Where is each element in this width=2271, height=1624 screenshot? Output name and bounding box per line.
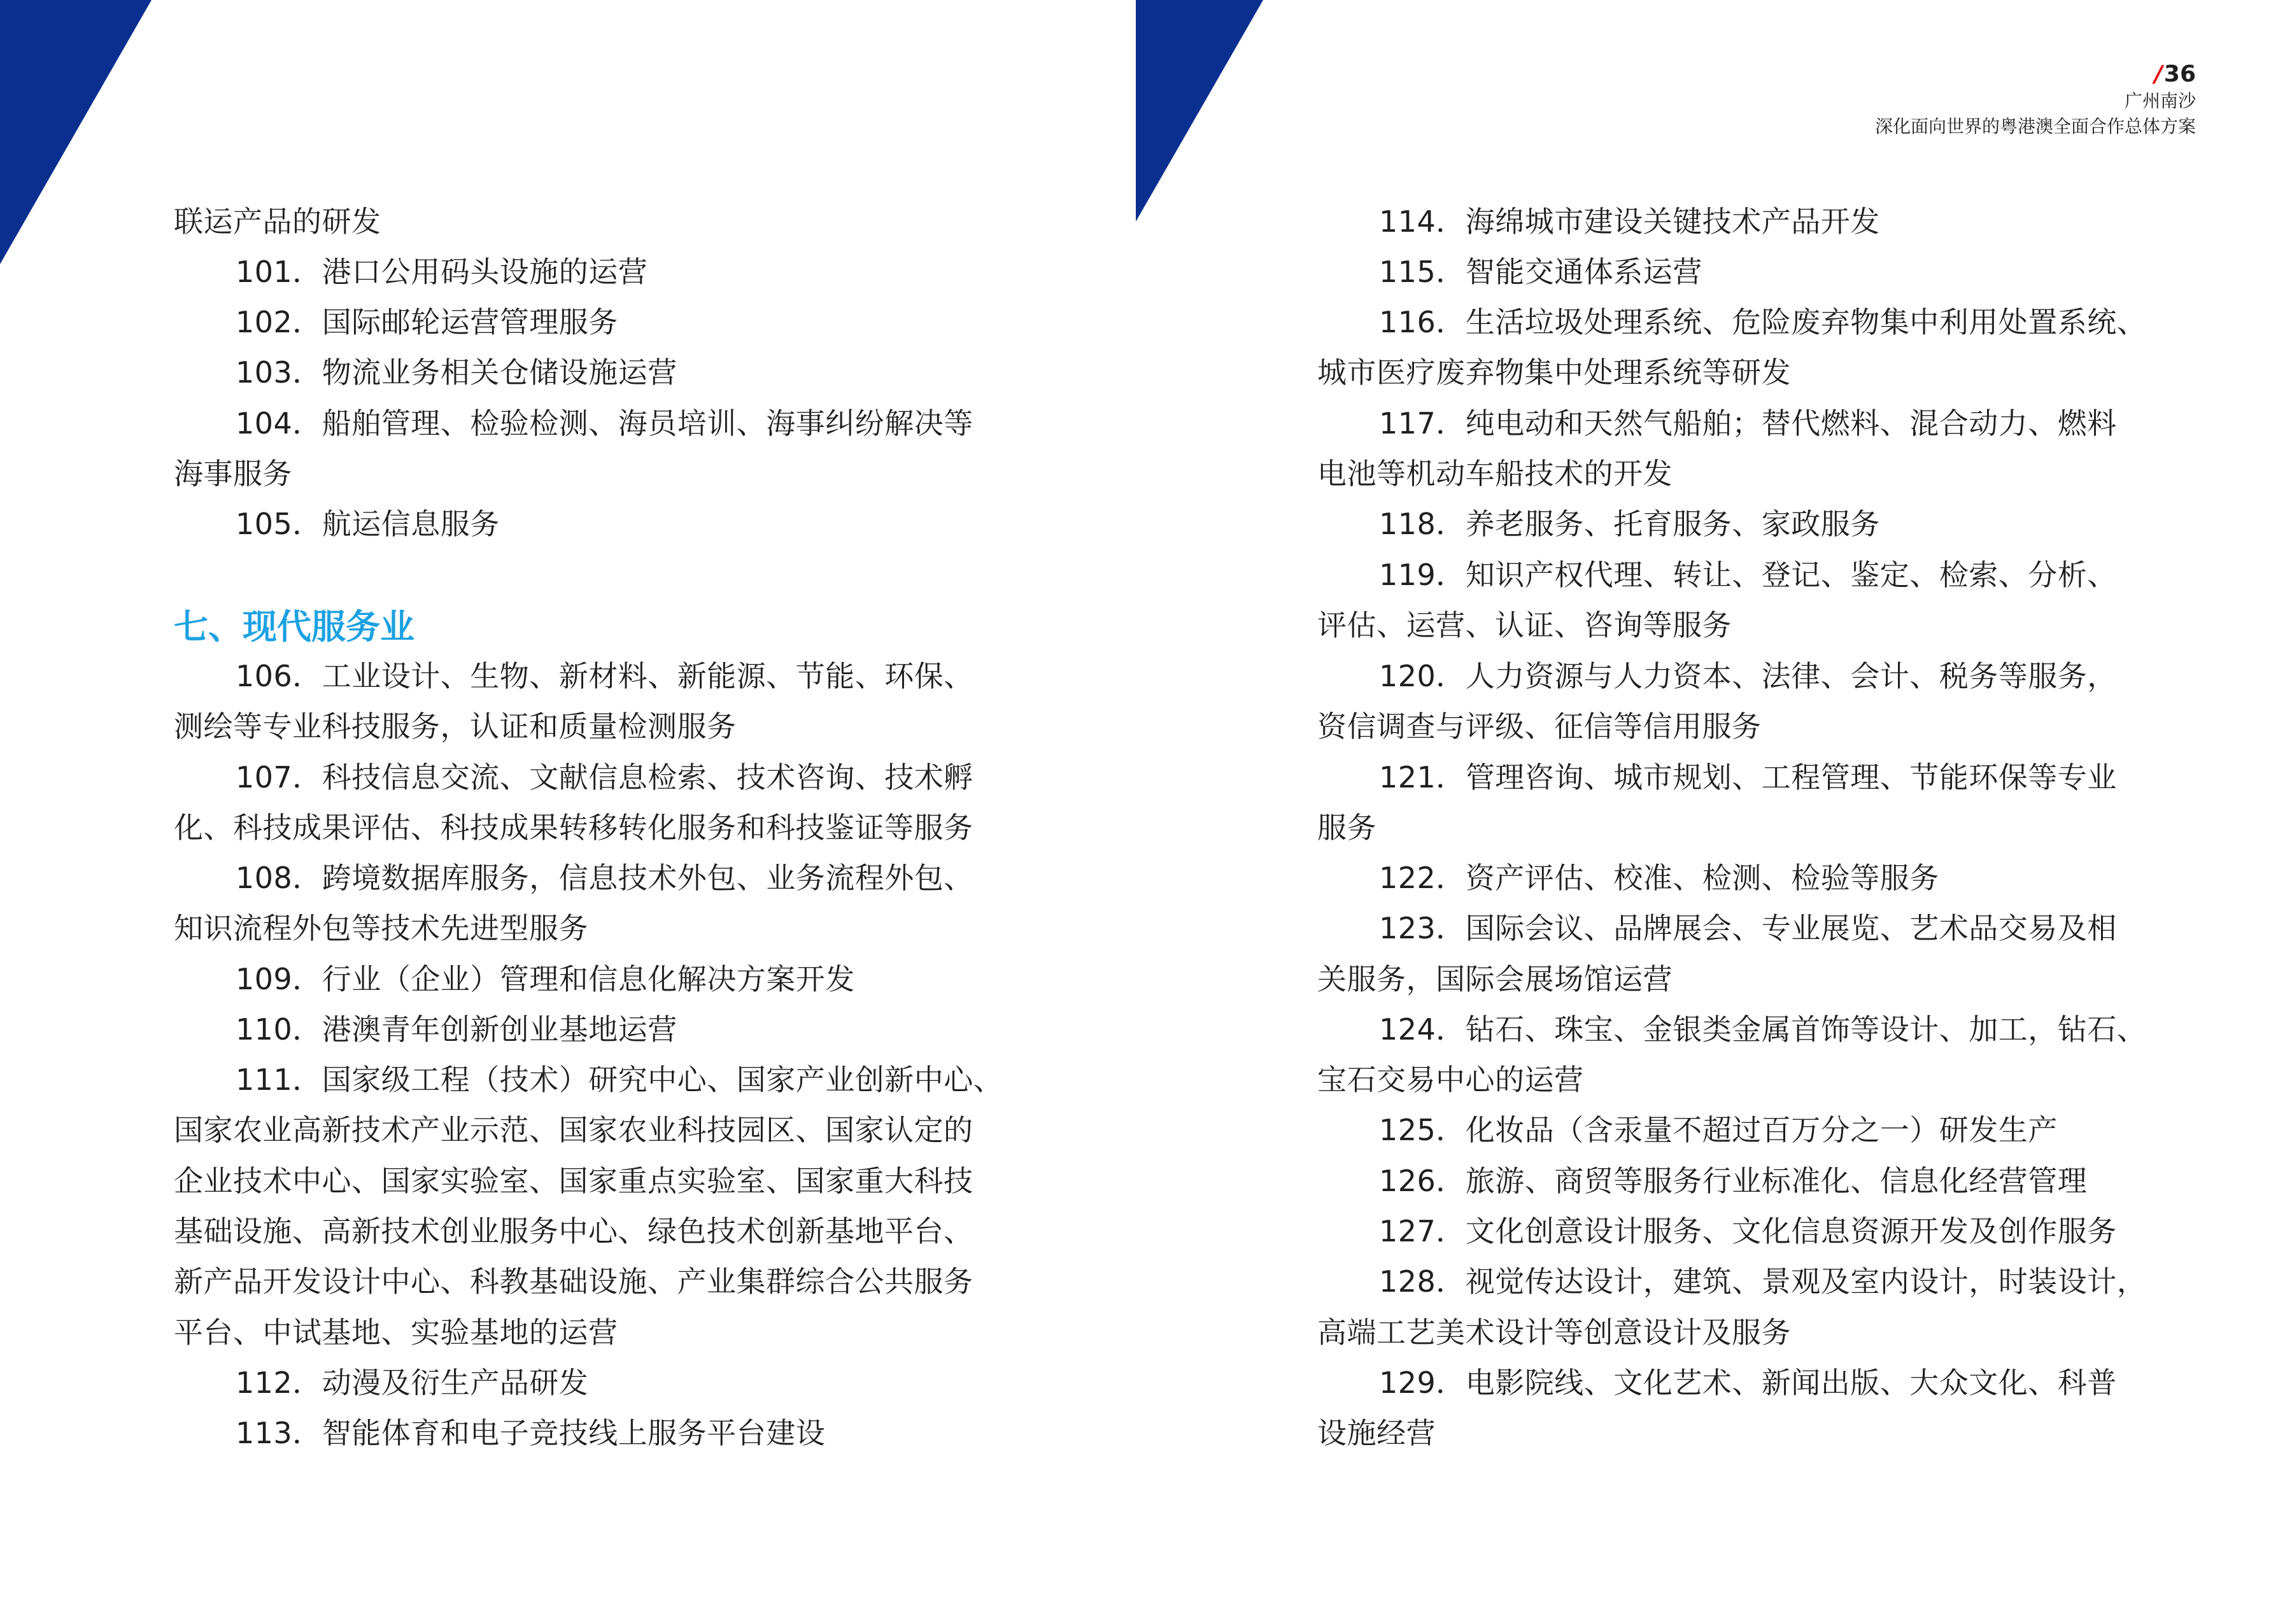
text-line: 企业技术中心、国家实验室、国家重点实验室、国家重大科技 (174, 1164, 973, 1198)
text-line: 122．资产评估、校准、检测、检验等服务 (1379, 861, 1939, 895)
text-line: 113．智能体育和电子竞技线上服务平台建设 (236, 1416, 826, 1450)
text-line: 宝石交易中心的运营 (1317, 1063, 1584, 1097)
text-line: 126．旅游、商贸等服务行业标准化、信息化经营管理 (1379, 1164, 2088, 1198)
text-line: 104．船舶管理、检验检测、海员培训、海事纠纷解决等 (236, 406, 973, 441)
text-line: 资信调查与评级、征信等信用服务 (1317, 709, 1762, 744)
text-line: 联运产品的研发 (174, 204, 381, 239)
text-line: 101．港口公用码头设施的运营 (236, 255, 648, 289)
text-line: 123．国际会议、品牌展会、专业展览、艺术品交易及相 (1379, 911, 2117, 945)
text-line: 关服务，国际会展场馆运营 (1317, 962, 1673, 996)
corner-decoration-right (1136, 0, 1270, 229)
text-line: 121．管理咨询、城市规划、工程管理、节能环保等专业 (1379, 760, 2117, 794)
text-line: 116．生活垃圾处理系统、危险废弃物集中利用处置系统、 (1379, 305, 2147, 339)
text-line: 111．国家级工程（技术）研究中心、国家产业创新中心、 (236, 1063, 1003, 1097)
text-line: 基础设施、高新技术创业服务中心、绿色技术创新基地平台、 (174, 1214, 973, 1248)
text-line: 119．知识产权代理、转让、登记、鉴定、检索、分析、 (1379, 558, 2117, 592)
text-line: 117．纯电动和天然气船舶；替代燃料、混合动力、燃料 (1379, 406, 2117, 441)
text-line: 设施经营 (1317, 1416, 1436, 1450)
text-line: 评估、运营、认证、咨询等服务 (1317, 608, 1732, 642)
text-line: 114．海绵城市建设关键技术产品开发 (1379, 204, 1880, 239)
text-line: 125．化妆品（含汞量不超过百万分之一）研发生产 (1379, 1113, 2058, 1147)
text-line: 103．物流业务相关仓储设施运营 (236, 355, 677, 390)
text-line: 120．人力资源与人力资本、法律、会计、税务等服务， (1379, 659, 2117, 693)
text-line: 化、科技成果评估、科技成果转移转化服务和科技鉴证等服务 (174, 810, 973, 845)
corner-triangle-left (0, 0, 152, 264)
text-line: 测绘等专业科技服务，认证和质量检测服务 (174, 709, 737, 744)
page-number (1875, 60, 2196, 88)
text-line: 102．国际邮轮运营管理服务 (236, 305, 618, 339)
text-line: 107．科技信息交流、文献信息检索、技术咨询、技术孵 (236, 760, 973, 794)
text-line: 国家农业高新技术产业示范、国家农业科技园区、国家认定的 (174, 1113, 973, 1147)
corner-triangle-right (1136, 0, 1263, 222)
corner-decoration-left (0, 0, 153, 267)
text-line: 高端工艺美术设计等创意设计及服务 (1317, 1315, 1791, 1350)
page-number-slash: / (2154, 61, 2163, 87)
text-line: 115．智能交通体系运营 (1379, 255, 1702, 289)
page-number-value: 36 (2163, 61, 2196, 87)
text-line: 108．跨境数据库服务，信息技术外包、业务流程外包、 (236, 861, 973, 895)
text-line: 106．工业设计、生物、新材料、新能源、节能、环保、 (236, 659, 973, 693)
header-city: 广州南沙 (2124, 90, 2196, 111)
text-line: 平台、中试基地、实验基地的运营 (174, 1315, 618, 1350)
text-line: 城市医疗废弃物集中处理系统等研发 (1317, 355, 1791, 390)
text-line: 105．航运信息服务 (236, 507, 500, 541)
text-line: 知识流程外包等技术先进型服务 (174, 911, 588, 945)
text-line: 110．港澳青年创新创业基地运营 (236, 1012, 677, 1047)
text-line: 128．视觉传达设计，建筑、景观及室内设计，时装设计， (1379, 1264, 2147, 1299)
page-header (1875, 60, 2196, 139)
text-line: 海事服务 (174, 456, 292, 491)
header-subtitle: 深化面向世界的粤港澳全面合作总体方案 (1874, 116, 2196, 137)
section-heading: 七、现代服务业 (174, 607, 414, 647)
right-page (1136, 0, 2271, 1624)
text-line: 112．动漫及衍生产品研发 (236, 1366, 589, 1400)
text-line: 新产品开发设计中心、科教基础设施、产业集群综合公共服务 (174, 1264, 973, 1299)
text-line: 127．文化创意设计服务、文化信息资源开发及创作服务 (1379, 1214, 2117, 1248)
text-line: 电池等机动车船技术的开发 (1317, 456, 1673, 491)
text-line: 129．电影院线、文化艺术、新闻出版、大众文化、科普 (1379, 1366, 2117, 1400)
text-line: 124．钻石、珠宝、金银类金属首饰等设计、加工，钻石、 (1379, 1012, 2147, 1047)
left-page (0, 0, 1135, 1624)
text-line: 109．行业（企业）管理和信息化解决方案开发 (236, 962, 855, 996)
text-line: 118．养老服务、托育服务、家政服务 (1379, 507, 1880, 541)
text-line: 服务 (1317, 810, 1376, 845)
